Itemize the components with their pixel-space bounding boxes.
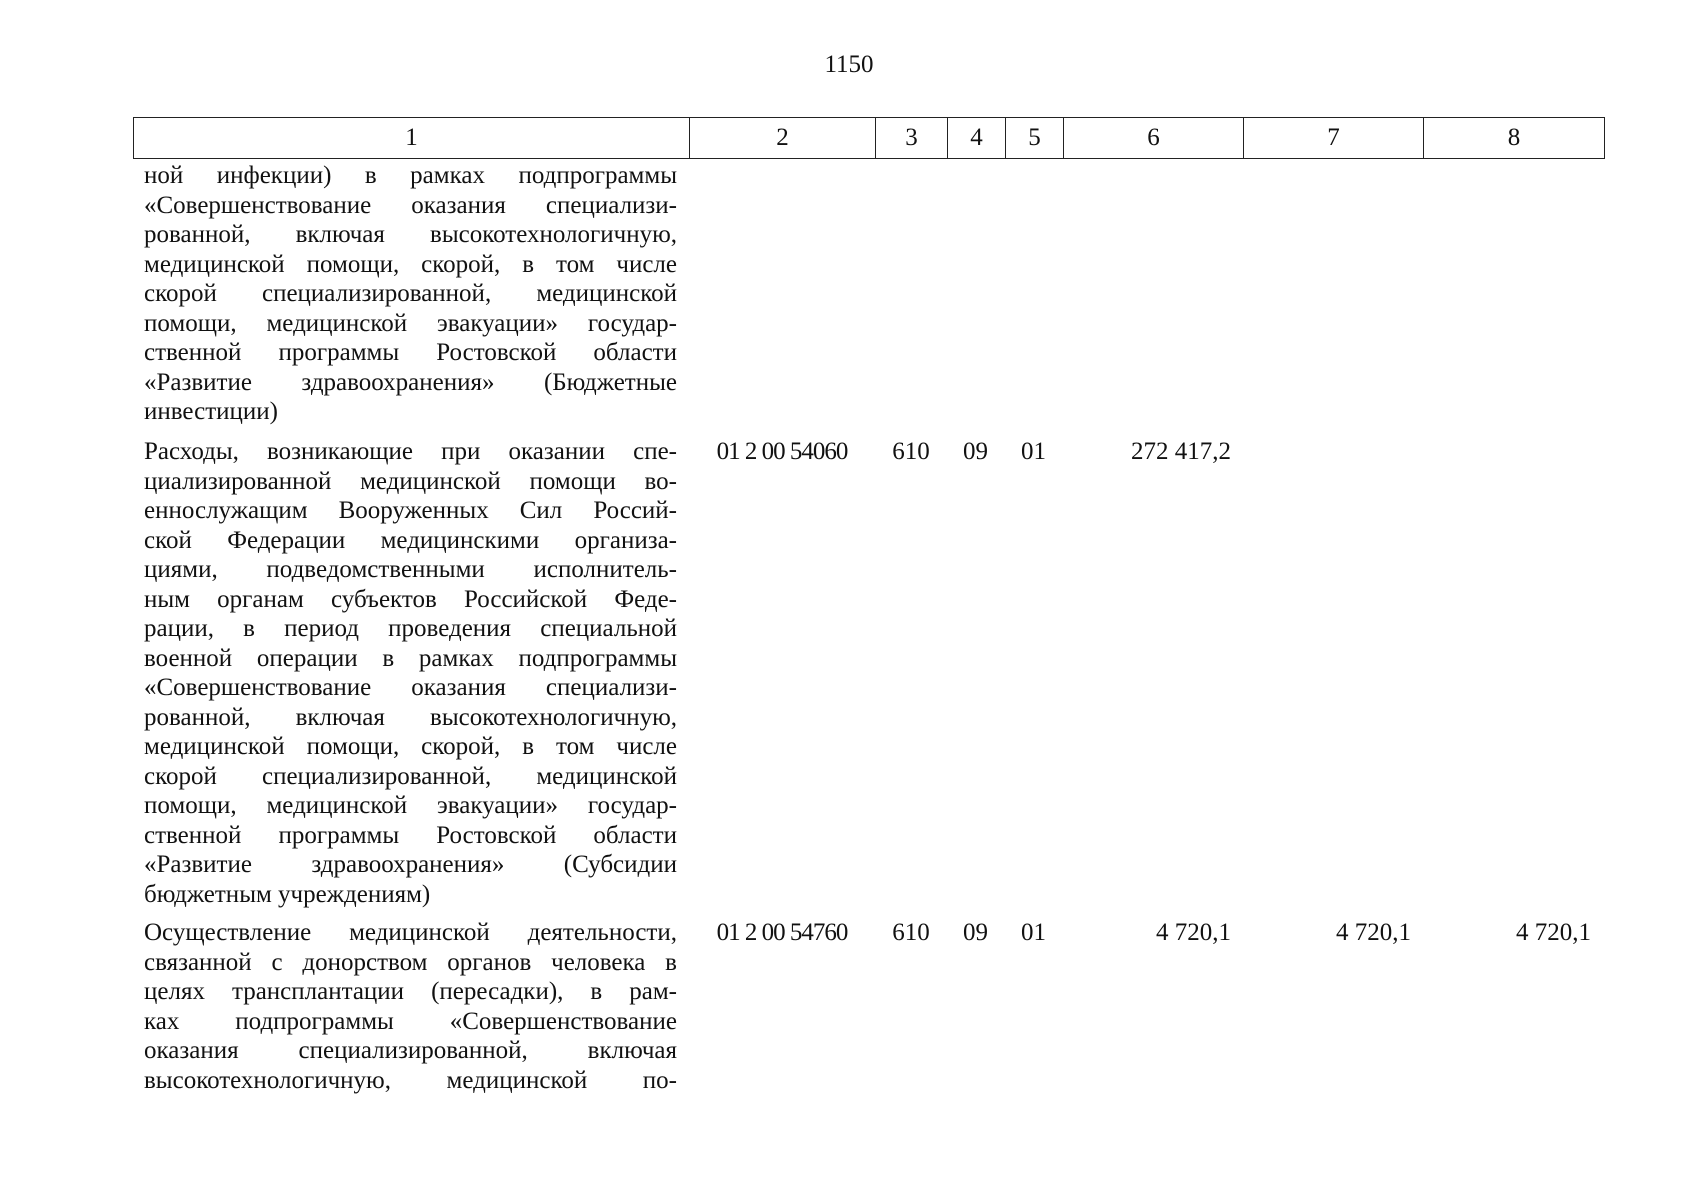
description-line: инвестиции) [144,398,278,425]
description-line: оказания специализированной, включая [144,1037,677,1064]
description-line: «Развитие здравоохранения» (Бюджетные [144,368,677,396]
expense-type-code: 610 [892,919,930,946]
description-line: связанной с донорством органов человека в [144,948,677,976]
description-line: циями, подведомственными исполнитель- [144,556,677,583]
description-line: ным органам субъектов Российской Феде- [144,585,677,613]
description-line: рации, в период проведения специальной [144,615,677,642]
description-line: целях трансплантации (пересадки), в рам- [144,978,677,1005]
description-line: помощи, медицинской эвакуации» государ- [144,792,677,819]
description-line: Расходы, возникающие при оказании спе- [144,438,677,465]
target-article-code: 01 2 00 54060 [716,438,848,465]
expense-type-code: 610 [892,438,930,465]
description-line: высокотехнологичную, медицинской по- [144,1066,677,1094]
amount-column-8: 4 720,1 [1516,919,1591,946]
subsection-code: 01 [1021,438,1046,465]
column-header-2: 2 [690,118,876,159]
column-header-1: 1 [134,118,690,159]
column-header-5: 5 [1006,118,1064,159]
description-line: циализированной медицинской помощи во- [144,467,677,495]
description-line: медицинской помощи, скорой, в том числе [144,250,677,278]
description-line: рованной, включая высокотехнологичную, [144,221,677,248]
target-article-code: 01 2 00 54760 [716,919,848,946]
section-code: 09 [963,919,988,946]
subsection-code: 01 [1021,919,1046,946]
description-line: ственной программы Ростовской области [144,821,677,849]
description-line: медицинской помощи, скорой, в том числе [144,733,677,760]
description-line: ственной программы Ростовской области [144,339,677,366]
description-line: «Развитие здравоохранения» (Субсидии [144,851,677,878]
row-description [144,161,677,427]
page-number: 1150 [824,51,874,78]
description-line: «Совершенствование оказания специализи- [144,674,677,701]
description-line: ках подпрограммы «Совершенствование [144,1007,677,1035]
amount-column-6: 4 720,1 [1156,919,1231,946]
amount-column-7: 4 720,1 [1336,919,1411,946]
description-line: скорой специализированной, медицинской [144,762,677,790]
description-line: еннослужащим Вооруженных Сил Россий- [144,497,677,524]
description-line: бюджетным учреждениям) [144,880,431,908]
section-code: 09 [963,438,988,465]
row-description [144,918,677,1095]
description-line: помощи, медицинской эвакуации» государ- [144,309,677,337]
column-header-8: 8 [1424,118,1605,159]
description-line: рованной, включая высокотехнологичную, [144,703,677,731]
description-line: скорой специализированной, медицинской [144,280,677,307]
description-line: Осуществление медицинской деятельности, [144,919,677,946]
column-header-row [133,117,1605,159]
description-line: военной операции в рамках подпрограммы [144,644,677,672]
column-header-6: 6 [1064,118,1244,159]
description-line: ной инфекции) в рамках подпрограммы [144,162,677,189]
description-line: «Совершенствование оказания специализи- [144,191,677,219]
column-header-3: 3 [876,118,948,159]
row-description [144,437,677,909]
description-line: ской Федерации медицинскими организа- [144,526,677,554]
amount-column-6: 272 417,2 [1131,438,1231,465]
column-header-4: 4 [948,118,1006,159]
column-header-7: 7 [1244,118,1424,159]
